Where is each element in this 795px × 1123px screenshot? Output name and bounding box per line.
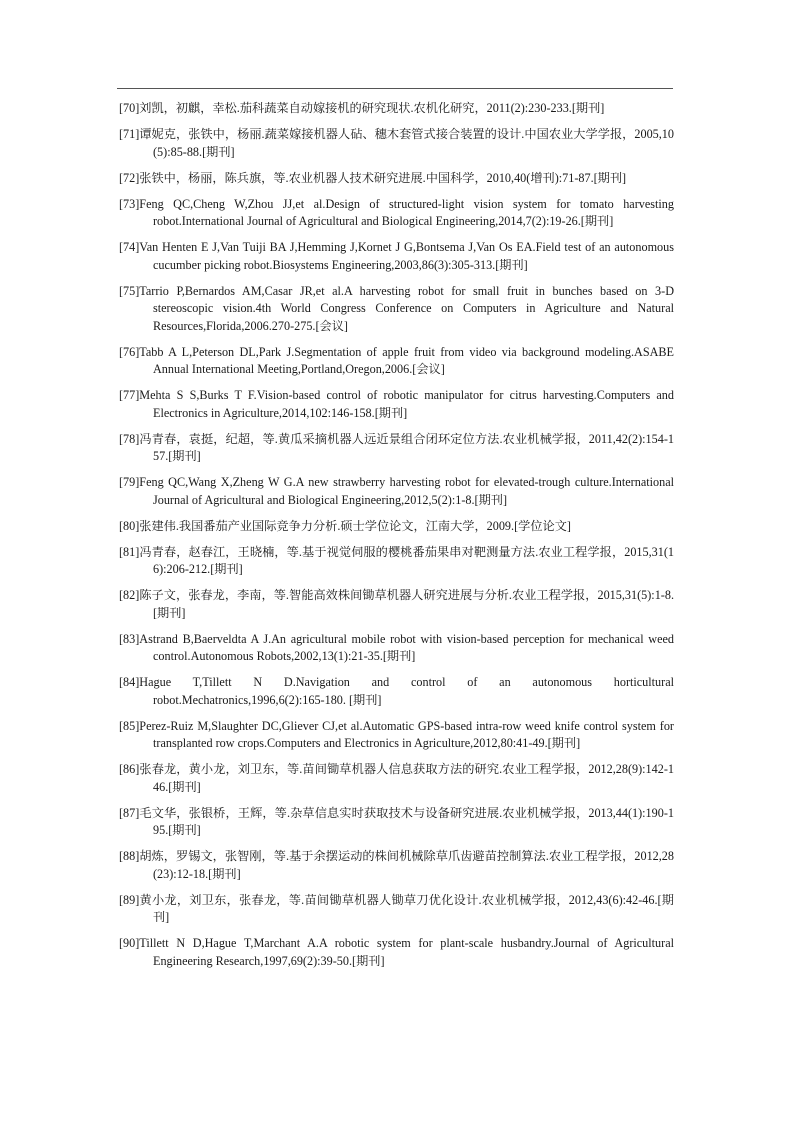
reference-81: [81]冯青春，赵春江，王晓楠，等.基于视觉伺服的樱桃番茄果串对靶测量方法.农业工程学报，2015,31(16):206-212.[期刊] [119, 544, 674, 576]
reference-84: [84]Hague T,Tillett N D.Navigation and control of an autonomous horticultural robot.Mechatronics,1996,6(2):165-180. [期刊] [119, 675, 674, 707]
reference-83: [83]Astrand B,Baerveldta A J.An agricultural mobile robot with vision-based perception for mechanical weed control.Autonomous Robots,2002,13(1):21-35.[期刊] [119, 631, 674, 663]
reference-87: [87]毛文华，张银桥，王辉，等.杂草信息实时获取技术与设备研究进展.农业机械学报，2013,44(1):190-195.[期刊] [119, 805, 674, 837]
reference-70: [70]刘凯，初麒，幸松.茄科蔬菜自动嫁接机的研究现状.农机化研究，2011(2):230-233.[期刊] [119, 101, 605, 115]
reference-90: [90]Tillett N D,Hague T,Marchant A.A robotic system for plant-scale husbandry.Journal of Agricultural Engineering Research,1997,69(2):39-50.[期刊] [119, 936, 674, 968]
reference-list [119, 100, 674, 979]
reference-82: [82]陈子文，张春龙，李南，等.智能高效株间锄草机器人研究进展与分析.农业工程学报，2015,31(5):1-8.[期刊] [119, 588, 674, 620]
reference-89: [89]黄小龙，刘卫东，张春龙，等.苗间锄草机器人锄草刀优化设计.农业机械学报，2012,43(6):42-46.[期刊] [119, 892, 674, 924]
header-rule [117, 88, 673, 89]
reference-88: [88]胡炼，罗锡文，张智刚，等.基于余摆运动的株间机械除草爪齿避苗控制算法.农业工程学报，2012,28(23):12-18.[期刊] [119, 849, 674, 881]
reference-74: [74]Van Henten E J,Van Tuiji BA J,Hemming J,Kornet J G,Bontsema J,Van Os EA.Field test of an autonomous cucumber picking robot.Biosystems Engineering,2003,86(3):305-313.[期刊] [119, 240, 674, 272]
reference-85: [85]Perez-Ruiz M,Slaughter DC,Gliever CJ,et al.Automatic GPS-based intra-row weed knife control system for transplanted row crops.Computers and Electronics in Agriculture,2012,80:41-49.[期刊] [119, 718, 674, 750]
reference-73: [73]Feng QC,Cheng W,Zhou JJ,et al.Design of structured-light vision system for tomato harvesting robot.International Journal of Agricultural and Biological Engineering,2014,7(2):19-26.[期刊] [119, 196, 674, 228]
reference-76: [76]Tabb A L,Peterson DL,Park J.Segmentation of apple fruit from video via background modeling.ASABE Annual International Meeting,Portland,Oregon,2006.[会议] [119, 344, 674, 376]
reference-75: [75]Tarrio P,Bernardos AM,Casar JR,et al.A harvesting robot for small fruit in bunches based on 3-D stereoscopic vision.4th World Congress Conference on Computers in Agriculture and Natural Resources,Florida,2006.270-275.[会议] [119, 283, 674, 333]
reference-72: [72]张铁中，杨丽，陈兵旗，等.农业机器人技术研究进展.中国科学，2010,40(增刊):71-87.[期刊] [119, 170, 627, 185]
reference-80: [80]张建伟.我国番茄产业国际竞争力分析.硕士学位论文，江南大学，2009.[学位论文] [119, 518, 571, 533]
reference-78: [78]冯青春，袁挺，纪超，等.黄瓜采摘机器人远近景组合闭环定位方法.农业机械学报，2011,42(2):154-157.[期刊] [119, 431, 674, 463]
reference-71: [71]谭妮克，张铁中，杨丽.蔬菜嫁接机器人砧、穗木套管式接合装置的设计.中国农业大学学报，2005,10(5):85-88.[期刊] [119, 127, 674, 159]
reference-86: [86]张春龙，黄小龙，刘卫东，等.苗间锄草机器人信息获取方法的研究.农业工程学报，2012,28(9):142-146.[期刊] [119, 762, 674, 794]
reference-77: [77]Mehta S S,Burks T F.Vision-based control of robotic manipulator for citrus harvesting.Computers and Electronics in Agriculture,2014,102:146-158.[期刊] [119, 388, 674, 420]
reference-79: [79]Feng QC,Wang X,Zheng W G.A new strawberry harvesting robot for elevated-trough culture.International Journal of Agricultural and Biological Engineering,2012,5(2):1-8.[期刊] [119, 475, 674, 507]
